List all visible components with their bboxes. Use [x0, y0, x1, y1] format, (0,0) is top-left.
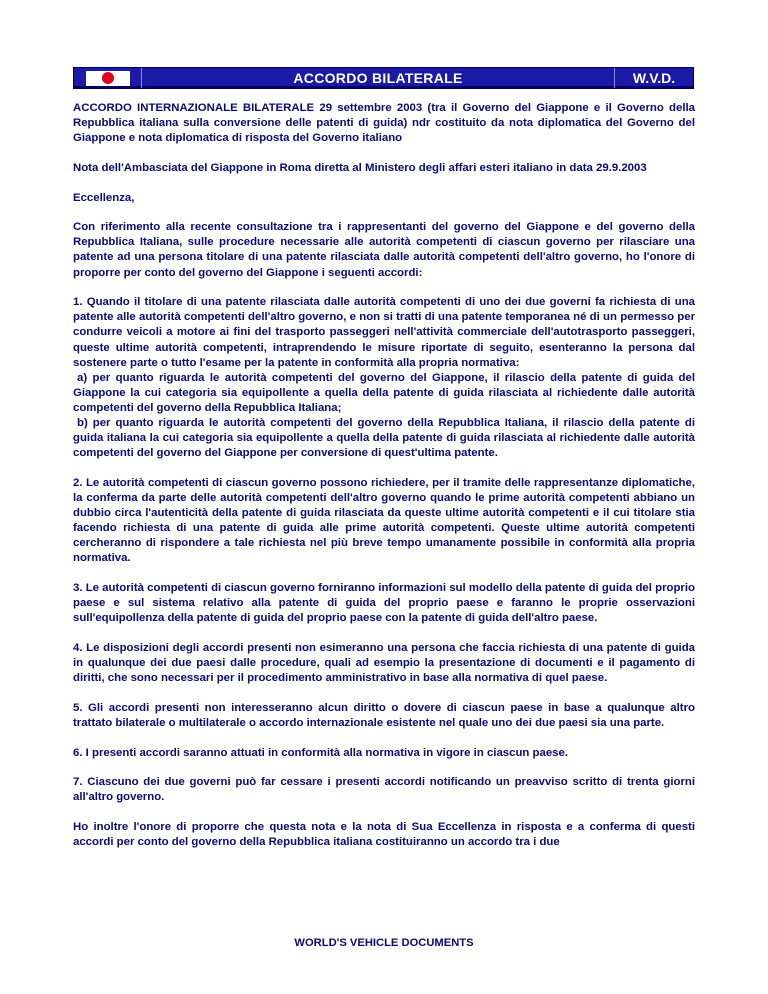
- item-3: 3. Le autorità competenti di ciascun governo forniranno informazioni sul modello della patente di guida del proprio paese e sul sistema relativo alla patente di guida del proprio paese e faranno le proprie osservazioni sull'equipollenza della patente di guida del proprio paese con la patente di guida dell'altro paese.: [73, 582, 695, 625]
- item-7: 7. Ciascuno dei due governi può far cessare i presenti accordi notificando un preavviso scritto di trenta giorni all'altro governo.: [73, 776, 695, 804]
- banner-code: W.V.D.: [614, 68, 693, 88]
- item-6: 6. I presenti accordi saranno attuati in conformità alla normativa in vigore in ciascun paese.: [73, 746, 569, 759]
- item-1: 1. Quando il titolare di una patente rilasciata dalle autorità competenti di uno dei due governi fa richiesta di una patente alle autorità competenti dell'altro governo, e non si tratti di una patente temporanea né di un permesso per condurre veicoli a motore ai fini del trasporto passeggeri nell'attività commerciale dell'autotrasporto passeggeri, queste ultime autorità competenti, intraprendendo le misure riportate di seguito, esenteranno la persona dal sostenere parte o tutto l'esame per la patente in conformità alla propria normativa:: [73, 296, 695, 369]
- banner-title: ACCORDO BILATERALE: [293, 70, 463, 86]
- document-body: [73, 101, 695, 865]
- closing-paragraph: Ho inoltre l'onore di proporre che questa nota e la nota di Sua Eccellenza in risposta e a conferma di questi accordi per conto del governo della Repubblica italiana costituiranno un accordo tra i due: [73, 821, 695, 849]
- header-banner: [73, 67, 694, 89]
- item-1a: a) per quanto riguarda le autorità competenti del governo del Giappone, il rilascio della patente di guida del Giappone la cui categoria sia equipollente a quella della patente di guida rilasciata al richiedente dalle autorità competenti del governo della Repubblica Italiana;: [73, 371, 695, 414]
- document-heading: ACCORDO INTERNAZIONALE BILATERALE 29 settembre 2003 (tra il Governo del Giappone e il Governo della Repubblica italiana sulla conversione delle patenti di guida) ndr costituito da nota diplomatica del Governo del Giappone e nota diplomatica di risposta del Governo italiano: [73, 102, 695, 145]
- salutation: Eccellenza,: [73, 191, 135, 204]
- intro-paragraph: Con riferimento alla recente consultazione tra i rappresentanti del governo del Giappone e del governo della Repubblica Italiana, sulle procedure necessarie alle autorità competenti di ciascun governo per rilasciare una patente ad una persona titolare di una patente rilasciata dalle autorità competenti dell'altro governo, ho l'onore di proporre per conto del governo del Giappone i seguenti accordi:: [73, 221, 695, 279]
- item-4: 4. Le disposizioni degli accordi presenti non esimeranno una persona che faccia richiesta di una patente di guida in qualunque dei due paesi dalle procedure, quali ad esempio la presentazione di documenti e il pagamento di diritti, che sono necessari per il procedimento amministrativo in base alla normativa di quel paese.: [73, 641, 695, 685]
- item-5: 5. Gli accordi presenti non interesseranno alcun diritto o dovere di ciascun paese in base a qualunque altro trattato bilaterale o multilaterale o accordo internazionale esistente nel quale uno dei due paesi sia una parte.: [73, 701, 695, 729]
- page-footer: WORLD'S VEHICLE DOCUMENTS: [294, 937, 474, 949]
- japan-flag-icon: [86, 71, 130, 86]
- note-title: Nota dell'Ambasciata del Giappone in Roma diretta al Ministero degli affari esteri italiano in data 29.9.2003: [73, 161, 647, 174]
- item-2: 2. Le autorità competenti di ciascun governo possono richiedere, per il tramite delle rappresentanze diplomatiche, la conferma da parte delle autorità competenti dell'altro governo quando le prime autorità competenti abbiano un dubbio circa l'autenticità della patente di guida rilasciata da queste ultime autorità competenti e il cui titolare stia facendo richiesta di una patente di guida alle prime autorità competenti. Queste ultime autorità competenti cercheranno di rispondere a tale richiesta nel più breve tempo umanamente possibile in conformità alla propria normativa.: [73, 476, 695, 565]
- item-1b: b) per quanto riguarda le autorità competenti del governo della Repubblica Italiana, il rilascio della patente di guida italiana la cui categoria sia equipollente a quella della patente di guida rilasciata al richiedente dalle autorità competenti del governo del Giappone per conversione di quest'ultima patente.: [73, 416, 695, 460]
- flag-red-disc: [102, 72, 114, 84]
- flag-cell: [74, 68, 142, 88]
